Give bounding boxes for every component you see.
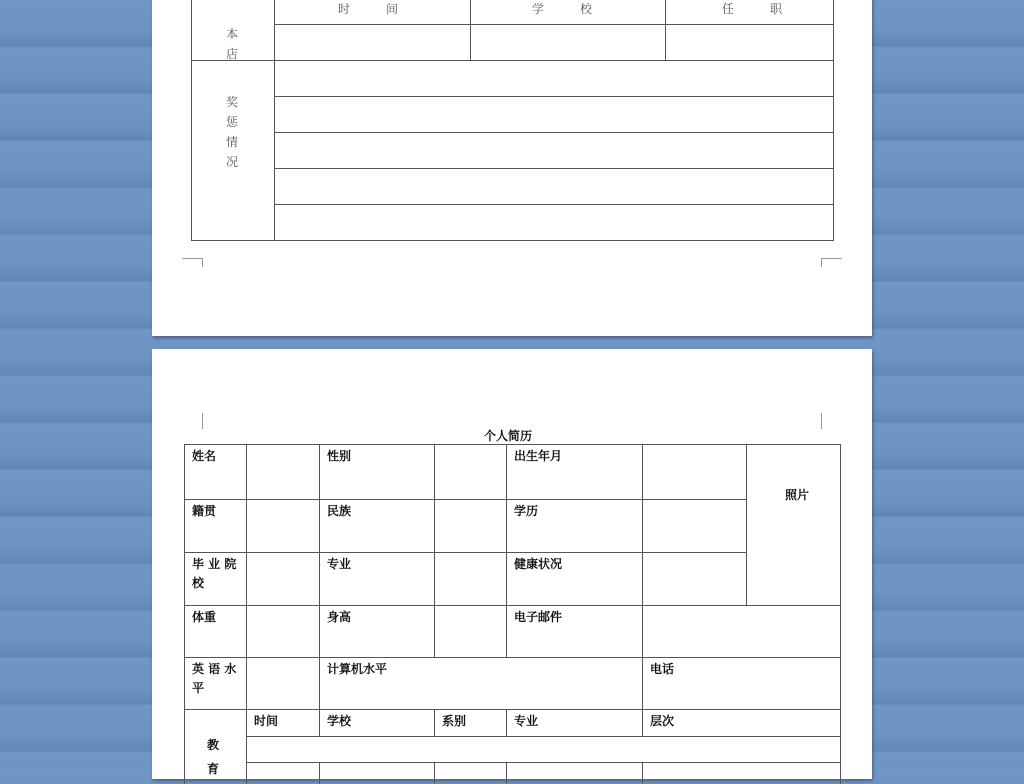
crop-mark	[821, 258, 842, 267]
resume-table	[184, 444, 844, 784]
document-page-2	[152, 349, 872, 779]
label-name: 姓名	[192, 449, 217, 463]
label-school: 毕 业 院 校	[192, 557, 237, 590]
label-health: 健康状况	[514, 557, 563, 571]
crop-mark	[182, 258, 203, 267]
label-height: 身高	[327, 610, 352, 624]
label-birth: 出生年月	[514, 449, 563, 463]
header-edu-time: 时间	[254, 714, 279, 728]
label-weight: 体重	[192, 610, 217, 624]
header-edu-level: 层次	[650, 714, 675, 728]
side-label-awards: 奖 惩 情 况	[226, 95, 239, 169]
label-native: 籍贯	[192, 504, 217, 518]
header-time: 时 间	[338, 2, 399, 16]
header-edu-dept: 系别	[442, 714, 467, 728]
label-education: 教 育	[207, 738, 220, 776]
crop-mark	[182, 413, 203, 429]
resume-title: 个人简历	[484, 429, 533, 443]
header-edu-major: 专业	[514, 714, 539, 728]
label-english: 英 语 水 平	[192, 662, 237, 695]
label-phone: 电话	[650, 662, 675, 676]
header-position: 任 职	[722, 2, 783, 16]
label-email: 电子邮件	[514, 610, 563, 624]
crop-mark	[821, 413, 842, 429]
label-gender: 性别	[327, 449, 352, 463]
label-ethnic: 民族	[327, 504, 352, 518]
side-label-top: 本 店	[226, 27, 239, 61]
header-school: 学 校	[532, 2, 593, 16]
label-degree: 学历	[514, 504, 539, 518]
document-page-1	[152, 0, 872, 336]
label-photo: 照片	[785, 488, 810, 502]
label-computer: 计算机水平	[327, 662, 388, 676]
label-major: 专业	[327, 557, 352, 571]
header-edu-school: 学校	[327, 714, 352, 728]
